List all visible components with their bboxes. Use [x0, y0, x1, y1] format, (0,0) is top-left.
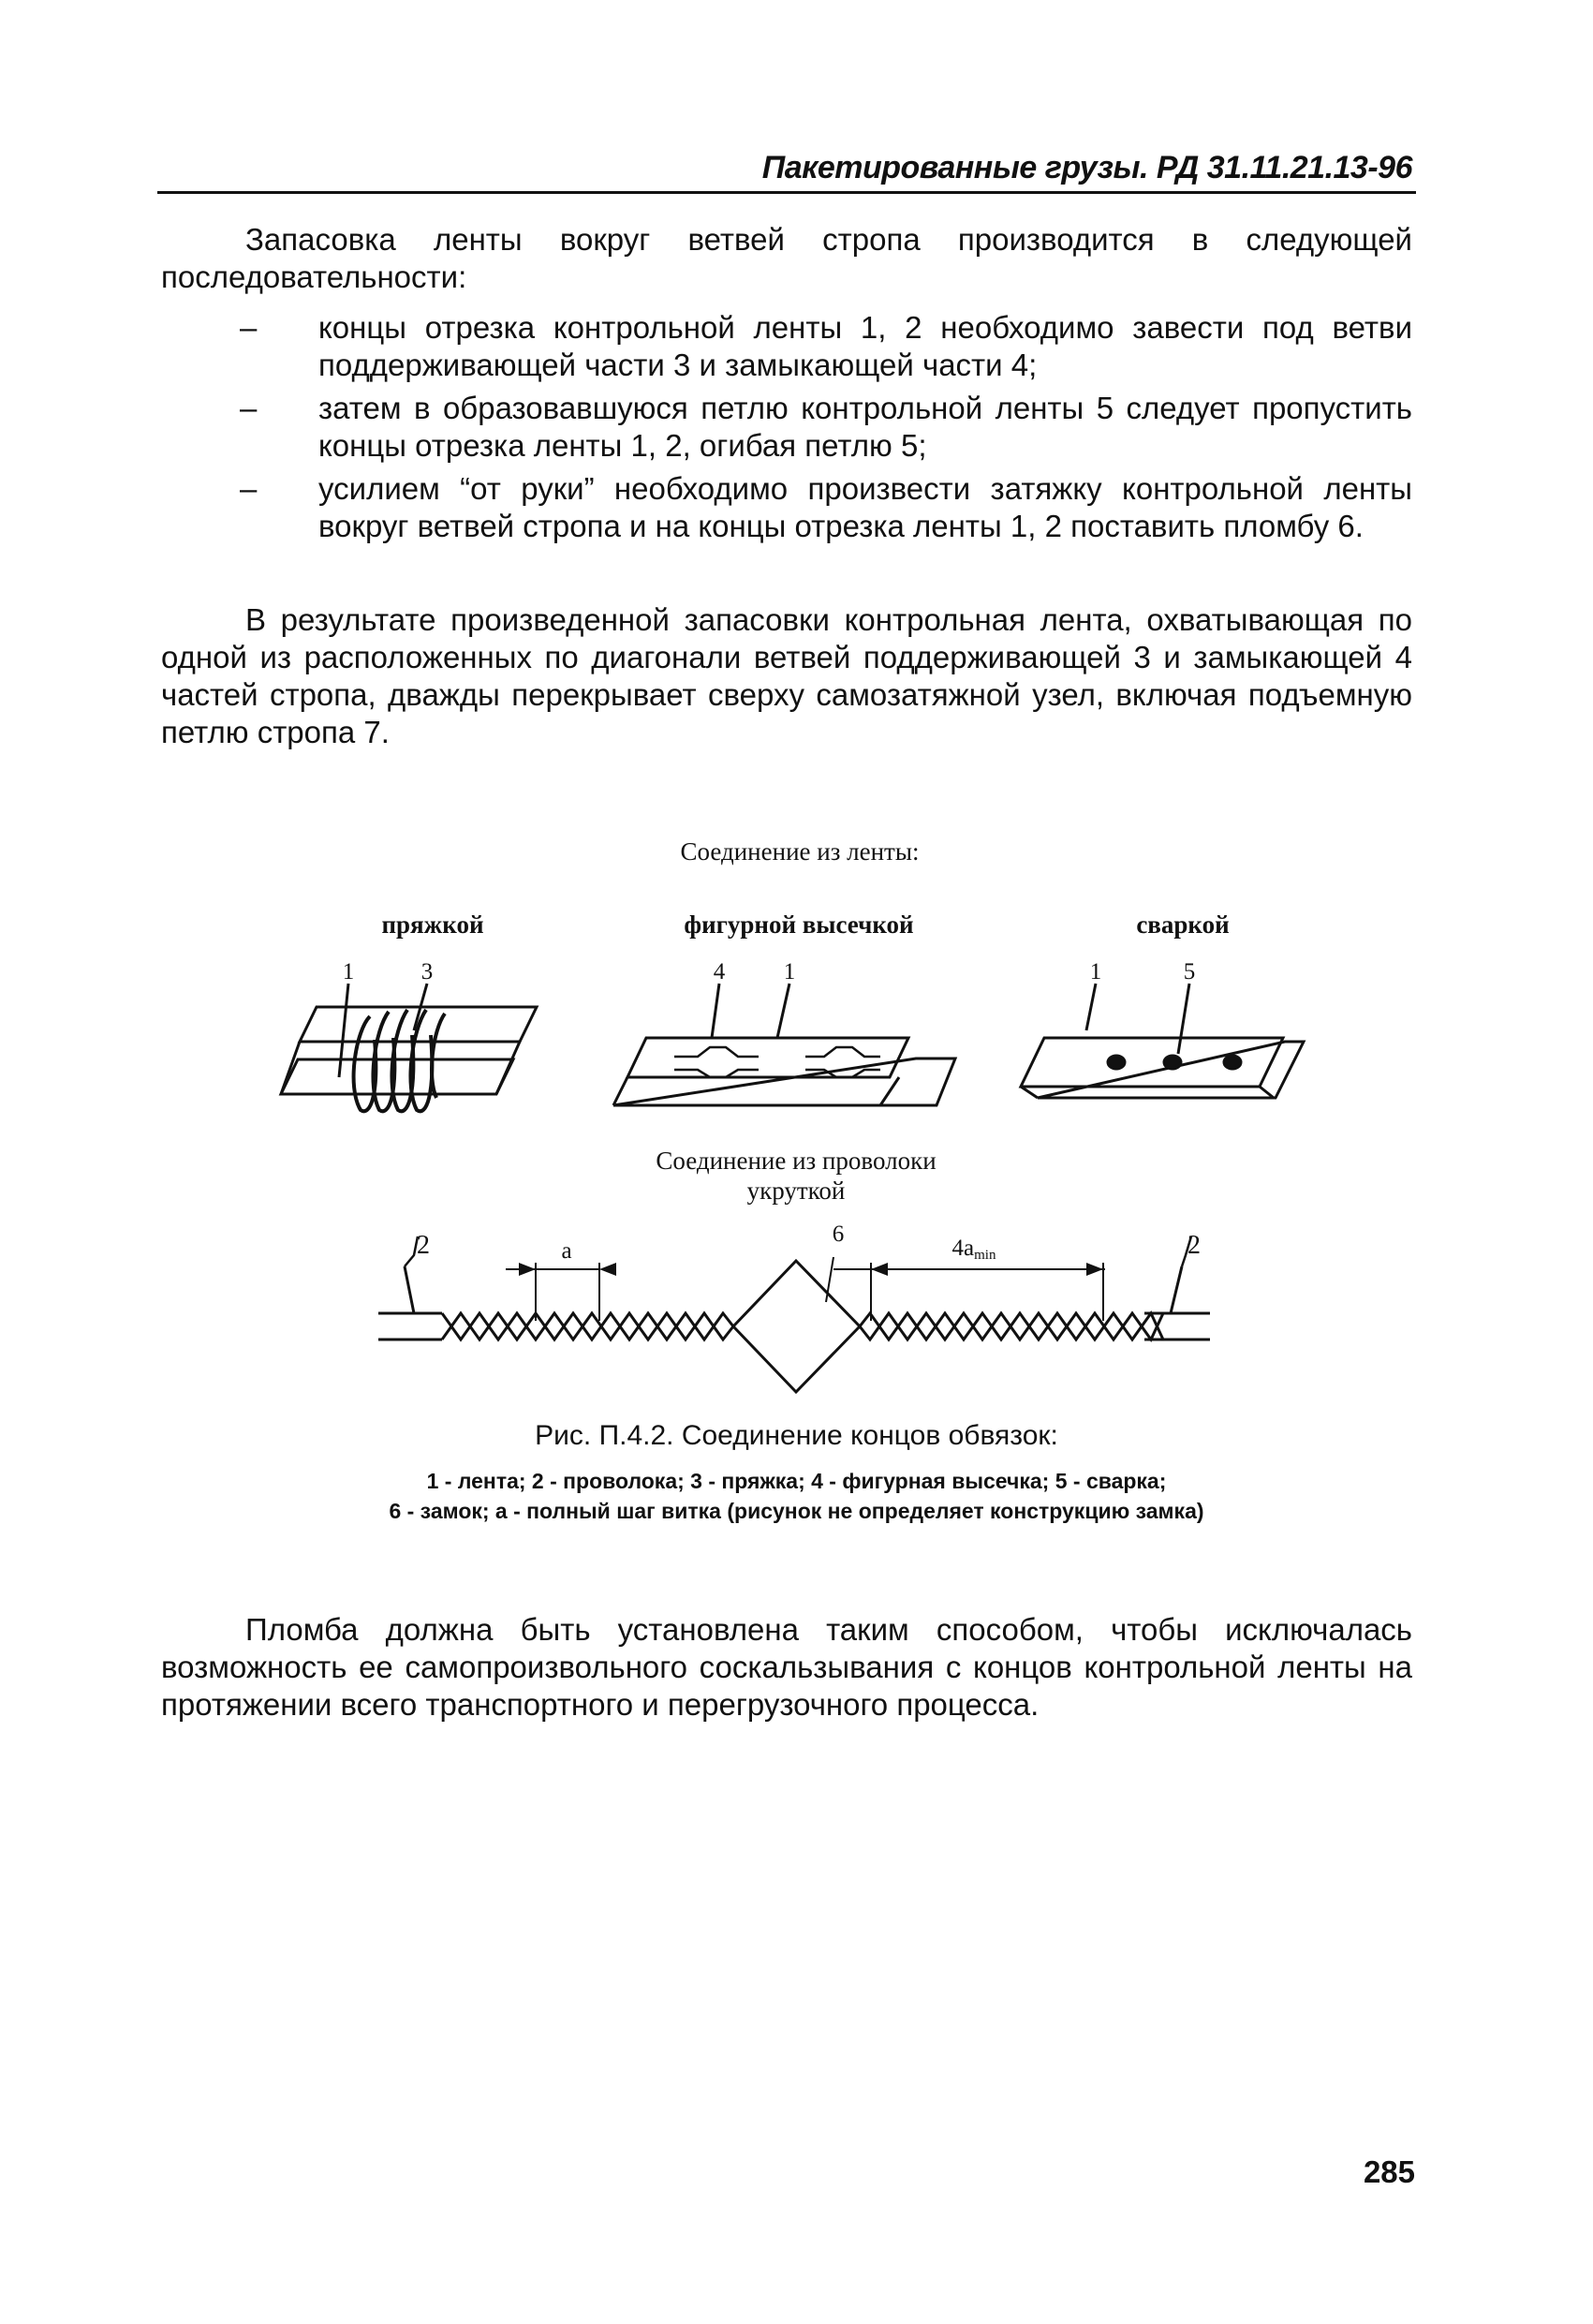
cutout-num-1: 1	[783, 959, 796, 984]
figure-caption-line2: 6 - замок; а - полный шаг витка (рисунок не определяет конструкцию замка)	[389, 1499, 1204, 1523]
cutout-label: фигурной высечкой	[684, 910, 914, 939]
buckle-num-3: 3	[420, 959, 434, 984]
buckle-label: пряжкой	[381, 910, 484, 939]
weld-num-5: 5	[1183, 959, 1196, 984]
intro-paragraph: Запасовка ленты вокруг ветвей стропа производится в следующей последовательности:	[161, 222, 1412, 294]
list-dash: –	[240, 391, 258, 425]
cutout-joint-drawing	[613, 984, 955, 1105]
wire-label-left: 2	[417, 1231, 430, 1260]
weld-joint-drawing	[1021, 984, 1304, 1098]
wire-label-right: 2	[1187, 1231, 1201, 1260]
figure-caption-title: Рис. П.4.2. Соединение концов обвязок:	[535, 1420, 1058, 1451]
weld-label: сваркой	[1136, 910, 1230, 939]
list-item-text: усилием “от руки” необходимо произвести затяжку контрольной ленты вокруг ветвей стропа и на концы отрезка ленты 1, 2 поставить пломбу 6.	[318, 471, 1412, 543]
wire-title-line1: Соединение из проволоки	[656, 1147, 937, 1175]
header-title: Пакетированные грузы. РД 31.11.21.13-96	[761, 150, 1412, 185]
list-item-text: затем в образовавшуюся петлю контрольной ленты 5 следует пропустить концы отрезка ленты 1, 2, огибая петлю 5;	[318, 391, 1412, 463]
wire-label-4a: 4amin	[951, 1236, 996, 1263]
list-dash: –	[240, 471, 258, 506]
result-paragraph: В результате произведенной запасовки контрольная лента, охватывающая по одной из расположенных по диагонали ветвей поддерживающей 3 и замыкающей 4 частей стропа, дважды перекрывает сверху самозатяжной узел, включая подъемную петлю стропа 7.	[161, 602, 1412, 749]
wire-label-a: а	[561, 1238, 572, 1264]
wire-joint-drawing	[378, 1236, 1210, 1392]
list-dash: –	[240, 310, 258, 345]
figure-caption-line1: 1 - лента; 2 - проволока; 3 - пряжка; 4 - фигурная высечка; 5 - сварка;	[426, 1469, 1167, 1493]
buckle-joint-drawing	[281, 984, 537, 1111]
list-item-text: концы отрезка контрольной ленты 1, 2 необходимо завести под ветви поддерживающей части 3 и замыкающей части 4;	[318, 310, 1412, 382]
cutout-num-4: 4	[713, 959, 726, 984]
wire-label-lock: 6	[832, 1221, 845, 1247]
page-number: 285	[1363, 2154, 1415, 2189]
final-paragraph: Пломба должна быть установлена таким способом, чтобы исключалась возможность ее самопроизвольного соскальзывания с концов контрольной ленты на протяжении всего транспортного и перегрузочного процесса.	[161, 1612, 1412, 1722]
buckle-num-1: 1	[342, 959, 355, 984]
wire-title-line2: укруткой	[746, 1177, 846, 1205]
tape-title: Соединение из ленты:	[680, 837, 920, 866]
weld-num-1: 1	[1089, 959, 1102, 984]
